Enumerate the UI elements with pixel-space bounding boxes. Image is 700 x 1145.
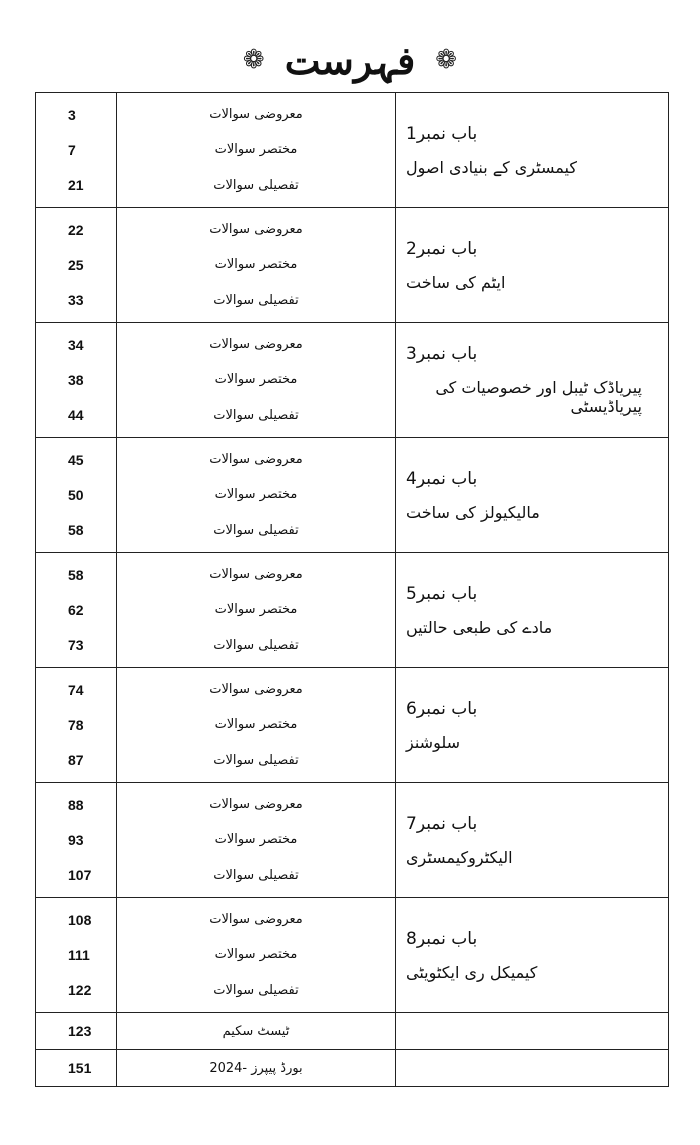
chapter-name: الیکٹروکیمسٹری [406,847,513,867]
section-name: مختصر سوالات [214,717,298,733]
section-name: مختصر سوالات [214,947,298,963]
page-number: 25 [68,256,84,273]
chapter-label: باب نمبر5 [406,583,478,604]
chapter-column [396,1050,668,1086]
section-name: معروضی سوالات [209,797,303,813]
section-column [117,323,396,437]
page-number: 44 [68,407,84,424]
chapter-label: باب نمبر1 [406,123,478,144]
page-number: 58 [68,566,84,583]
chapter-name: کیمیکل ری ایکٹویٹی [406,962,538,982]
chapter-column [396,438,668,552]
page-number: 38 [68,371,84,388]
page-number-column [36,1050,117,1086]
page-number: 22 [68,221,84,238]
section-name: مختصر سوالات [214,832,298,848]
section-column [117,438,396,552]
page-number: 34 [68,336,84,353]
page-number: 107 [68,867,92,884]
chapter-column [396,898,668,1012]
chapter-column [396,1013,668,1049]
section-name: معروضی سوالات [209,452,303,468]
chapter-row [36,668,668,783]
section-column [117,898,396,1012]
page-number: 74 [68,681,84,698]
page-number-column [36,93,117,207]
chapter-row [36,553,668,668]
ornament-right-icon: ❁ [435,45,458,75]
section-name: معروضی سوالات [209,337,303,353]
extra-section-name: بورڈ پیپرز -2024 [209,1060,303,1076]
chapter-column [396,208,668,322]
extra-row [36,1013,668,1050]
page-number: 78 [68,716,84,733]
section-name: معروضی سوالات [209,222,303,238]
chapter-row [36,208,668,323]
page-number: 87 [68,752,84,769]
chapter-row [36,93,668,208]
page-number-column [36,208,117,322]
page-number: 62 [68,601,84,618]
section-column [117,1050,396,1086]
page-title-area [0,30,700,90]
chapter-label: باب نمبر2 [406,238,478,259]
page-number: 73 [68,637,84,654]
page-number: 33 [68,292,84,309]
page-number: 58 [68,522,84,539]
section-name: معروضی سوالات [209,107,303,123]
section-name: مختصر سوالات [214,602,298,618]
table-of-contents [35,92,669,1087]
chapter-name: مالیکیولز کی ساخت [406,502,540,522]
section-name: تفصیلی سوالات [213,982,299,998]
chapter-column [396,323,668,437]
section-column [117,783,396,897]
section-name: مختصر سوالات [214,142,298,158]
page-number: 7 [68,141,76,158]
section-name: تفصیلی سوالات [213,752,299,768]
page-title: فہرست [284,37,416,83]
page-number: 3 [68,106,76,123]
chapter-name: ایٹم کی ساخت [406,272,506,292]
ornament-left-icon: ❁ [242,45,265,75]
chapter-row [36,323,668,438]
chapter-column [396,93,668,207]
section-name: تفصیلی سوالات [213,177,299,193]
page-number-column [36,783,117,897]
section-column [117,208,396,322]
section-column [117,553,396,667]
chapter-label: باب نمبر3 [406,344,478,364]
chapter-name: پیریاڈک ٹیبل اور خصوصیات کی پیریاڈیسٹی [435,378,642,416]
section-name: مختصر سوالات [214,257,298,273]
page-number-column [36,668,117,782]
chapter-label: باب نمبر7 [406,813,478,834]
section-name: تفصیلی سوالات [213,292,299,308]
section-column [117,668,396,782]
page-number: 50 [68,486,84,503]
chapter-label: باب نمبر4 [406,468,478,489]
section-name: مختصر سوالات [214,372,298,388]
section-name: معروضی سوالات [209,567,303,583]
chapter-name: سلوشنز [406,732,461,752]
extra-section-name: ٹیسٹ سکیم [222,1023,290,1039]
page-number: 151 [68,1060,92,1076]
page-number: 45 [68,451,84,468]
section-name: تفصیلی سوالات [213,407,299,423]
page-number-column [36,323,117,437]
extra-row [36,1050,668,1086]
page-number: 21 [68,177,84,194]
page-number-column [36,553,117,667]
section-column [117,1013,396,1049]
page-number: 93 [68,831,84,848]
page-number: 111 [68,946,90,963]
chapter-column [396,668,668,782]
section-name: معروضی سوالات [209,682,303,698]
chapter-column [396,783,668,897]
chapter-row [36,783,668,898]
page-number: 123 [68,1023,92,1039]
chapter-column [396,553,668,667]
section-name: تفصیلی سوالات [213,522,299,538]
chapter-name: کیمسٹری کے بنیادی اصول [406,157,577,177]
section-name: مختصر سوالات [214,487,298,503]
chapter-label: باب نمبر8 [406,928,478,949]
chapter-name: مادے کی طبعی حالتیں [406,617,553,637]
section-name: معروضی سوالات [209,912,303,928]
section-name: تفصیلی سوالات [213,867,299,883]
page-number: 88 [68,796,84,813]
chapter-row [36,898,668,1013]
page-number: 122 [68,982,92,999]
page-number-column [36,438,117,552]
page-number-column [36,898,117,1012]
section-name: تفصیلی سوالات [213,637,299,653]
chapter-label: باب نمبر6 [406,698,478,719]
page-number-column [36,1013,117,1049]
chapter-row [36,438,668,553]
section-column [117,93,396,207]
page-number: 108 [68,911,92,928]
